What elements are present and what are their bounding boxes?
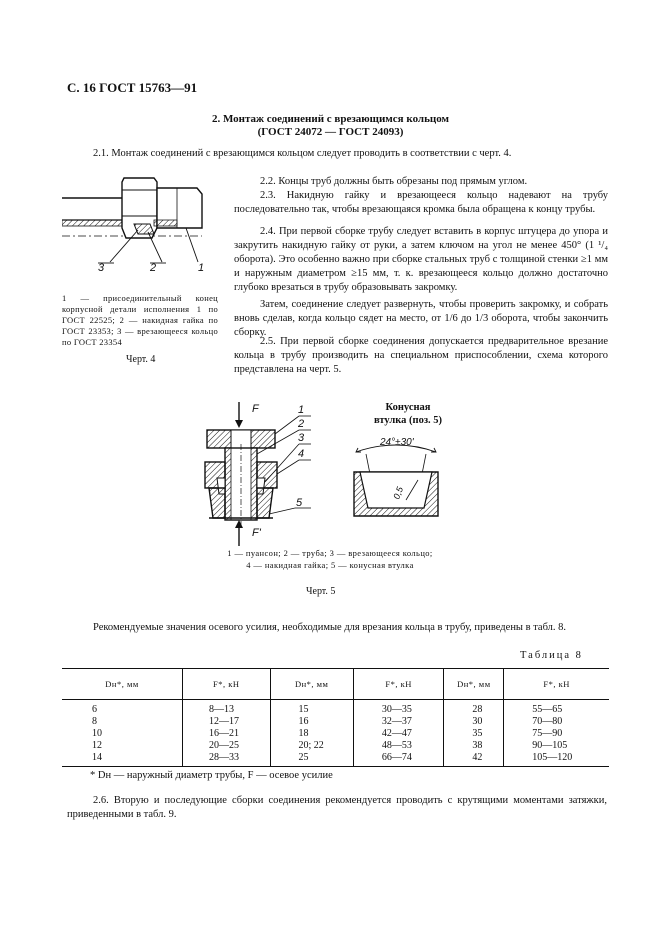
page-header: С. 16 ГОСТ 15763—91 <box>67 80 198 95</box>
table-row <box>62 740 609 752</box>
detail-dimension: 0,5 <box>391 485 406 501</box>
fig5-force-bottom: F' <box>252 527 261 539</box>
figure-5-caption-line-1: 1 — пуансон; 2 — труба; 3 — врезающееся кольцо; <box>227 548 433 558</box>
fig5-label-3: 3 <box>298 432 305 444</box>
table-cell: 18 <box>270 728 353 740</box>
table-row <box>62 728 609 740</box>
detail-subtitle: втулка (поз. 5) <box>373 415 443 426</box>
table-cell: 20—25 <box>183 740 271 752</box>
fig4-label-1: 1 <box>198 262 205 274</box>
fig5-force-top: F <box>252 403 259 415</box>
table-cell: 10 <box>92 728 102 739</box>
fig5-label-5: 5 <box>296 497 303 509</box>
fig5-label-1: 1 <box>298 404 305 416</box>
detail-title: Конусная <box>385 402 431 413</box>
header-f-2: F*, кН <box>353 669 444 700</box>
section-subtitle: (ГОСТ 24072 — ГОСТ 24093) <box>257 126 404 138</box>
table-cell: 66—74 <box>353 752 444 767</box>
figure-4-title: Черт. 4 <box>126 354 156 365</box>
figure-4-caption: 1 — присоединительный конец корпусной детали исполнения 1 по ГОСТ 22525; 2 — накидная гайка по ГОСТ 23353; 3 — врезающееся кольцо по ГОСТ 23354 <box>62 293 218 347</box>
table-cell: 16 <box>270 716 353 728</box>
fig5-label-4: 4 <box>298 448 305 460</box>
table-cell: 6 <box>92 704 97 715</box>
header-f-3: F*, кН <box>504 669 609 700</box>
table-cell: 35 <box>444 728 504 740</box>
paragraph-2-4: 2.4. При первой сборке трубу следует вставить в корпус штуцера до упора и закрутить накидную гайку от руки, а затем ключом на угол не менее 450° (1 ¹/₄ оборота). Это особенно важно при сборке стальных труб с толщиной стенки ≥1 мм и наружным диаметром ≥15 мм, т. к. врезающееся кольцо должно достаточно глубоко врезаться в трубу образовывать закромку. <box>234 226 608 293</box>
paragraph-recommend: Рекомендуемые значения осевого усилия, необходимые для врезания кольца в трубу, приведены в табл. 8. <box>93 622 567 633</box>
table-cell: 25 <box>270 752 353 767</box>
section-title: 2. Монтаж соединений с врезающимся кольцом <box>211 113 450 125</box>
figure-5-title: Черт. 5 <box>306 586 336 597</box>
paragraph-2-3: 2.3. Накидную гайку и врезающееся кольцо надевают на трубу последовательно так, чтобы врезающаяся кромка была обращена к концу трубы. <box>234 190 608 215</box>
table-row <box>62 752 609 767</box>
table-cell: 15 <box>270 700 353 717</box>
table-cell: 28 <box>444 700 504 717</box>
table-cell: 12—17 <box>183 716 271 728</box>
table-cell: 48—53 <box>353 740 444 752</box>
table-cell: 42 <box>444 752 504 767</box>
table-cell: 16—21 <box>183 728 271 740</box>
table-cell: 8 <box>92 716 97 727</box>
table-8 <box>62 668 609 767</box>
table-cell: 12 <box>92 740 102 751</box>
table-row <box>62 700 609 717</box>
paragraph-2-4-continued: Затем, соединение следует развернуть, чтобы проверить закромку, и собрать вновь сделав, когда кольцо сядет на место, от 1/6 до 1/3 оборота, чтобы закончить сборку. <box>234 299 608 338</box>
table-8-title: Таблица 8 <box>520 650 583 661</box>
table-cell: 55—65 <box>504 700 609 717</box>
fig4-label-2: 2 <box>150 262 157 274</box>
table-cell: 28—33 <box>183 752 271 767</box>
figure-5-caption-line-2: 4 — накидная гайка; 5 — конусная втулка <box>246 560 414 570</box>
paragraph-2-5: 2.5. При первой сборке соединения допускается предварительное врезание кольца в трубу производить на специальном приспособлении, схема которого представлена на черт. 5. <box>234 336 608 375</box>
table-cell: 14 <box>62 752 183 767</box>
table-cell: 8—13 <box>183 700 271 717</box>
fig4-label-3: 3 <box>98 262 105 274</box>
header-dn-3: Dн*, мм <box>444 669 504 700</box>
paragraph-2-6: 2.6. Вторую и последующие сборки соединения рекомендуется проводить с крутящими моментами затяжки, приведенными в табл. 9. <box>67 795 607 820</box>
paragraph-2-2: 2.2. Концы труб должны быть обрезаны под прямым углом. <box>260 176 528 187</box>
table-cell: 20; 22 <box>270 740 353 752</box>
table-cell: 30—35 <box>353 700 444 717</box>
fig5-label-2: 2 <box>298 418 305 430</box>
paragraph-2-1: 2.1. Монтаж соединений с врезающимся кольцом следует проводить в соответствии с черт. 4. <box>93 148 512 159</box>
table-cell: 75—90 <box>504 728 609 740</box>
header-f-1: F*, кН <box>183 669 271 700</box>
table-cell: 105—120 <box>504 752 609 767</box>
table-cell: 42—47 <box>353 728 444 740</box>
header-dn-2: Dн*, мм <box>270 669 353 700</box>
header-dn-1: Dн*, мм <box>62 669 183 700</box>
table-cell: 32—37 <box>353 716 444 728</box>
detail-angle: 24°±30' <box>380 437 414 448</box>
table-footnote: * Dн — наружный диаметр трубы, F — осевое усилие <box>90 770 333 781</box>
table-header-row <box>62 669 609 700</box>
table-cell: 70—80 <box>504 716 609 728</box>
table-cell: 90—105 <box>504 740 609 752</box>
table-row <box>62 716 609 728</box>
table-cell: 38 <box>444 740 504 752</box>
table-cell: 30 <box>444 716 504 728</box>
